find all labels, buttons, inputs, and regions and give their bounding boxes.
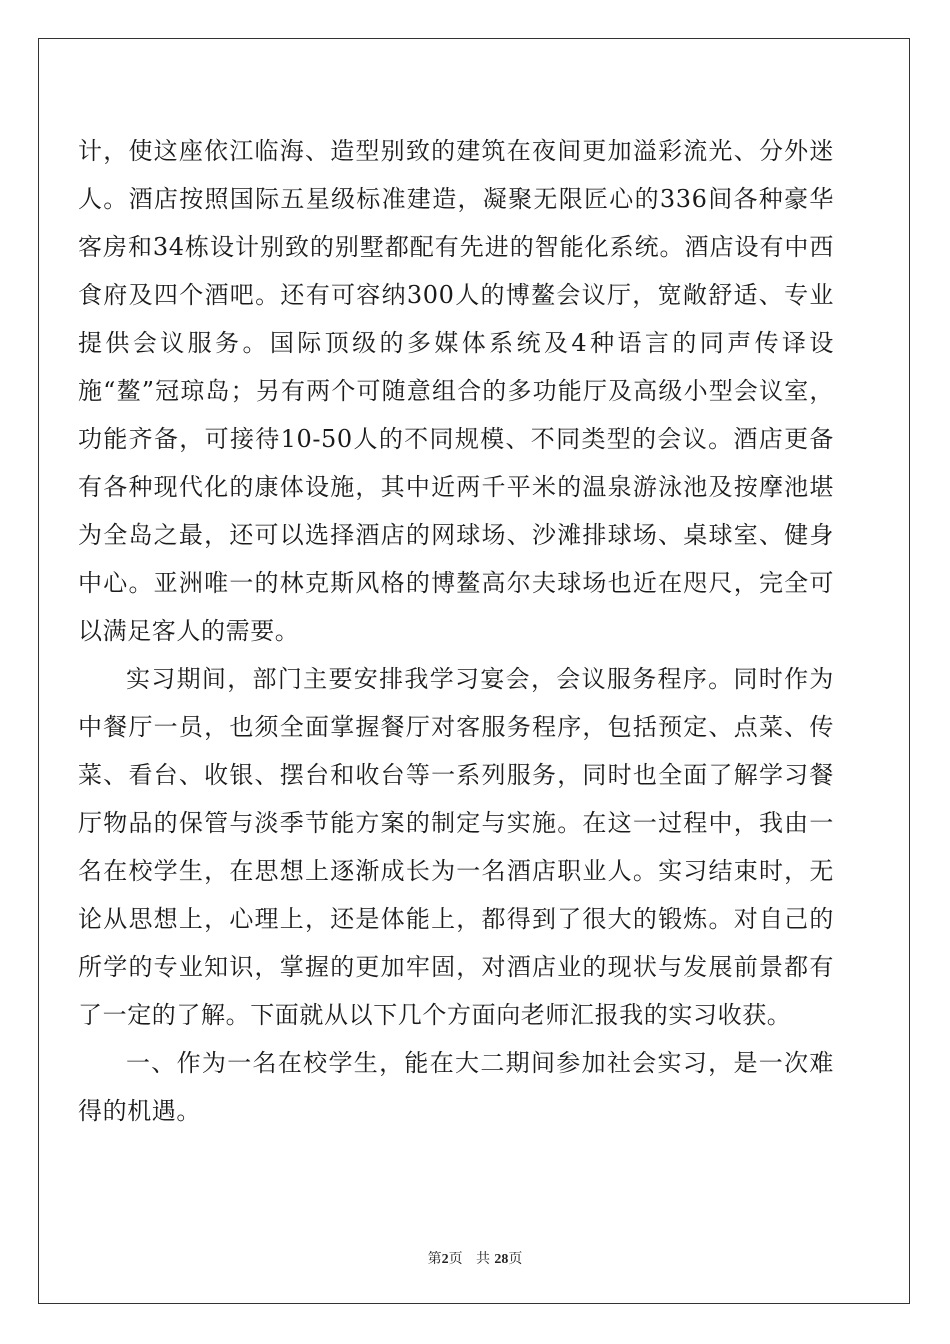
document-body <box>78 127 834 1135</box>
total-suffix: 页 <box>508 1251 523 1267</box>
paragraph-section-one: 一、作为一名在校学生，能在大二期间参加社会实习，是一次难得的机遇。 <box>78 1049 834 1125</box>
paragraph-internship-duties: 实习期间，部门主要安排我学习宴会，会议服务程序。同时作为中餐厅一员，也须全面掌握餐厅对客服务程序，包括预定、点菜、传菜、看台、收银、摆台和收台等一系列服务，同时也全面了解学习餐厅物品的保管与淡季节能方案的制定与实施。在这一过程中，我由一名在校学生，在思想上逐渐成长为一名酒店职业人。实习结束时，无论从思想上，心理上，还是体能上，都得到了很大的锻炼。对自己的所学的专业知识，掌握的更加牢固，对酒店业的现状与发展前景都有了一定的了解。下面就从以下几个方面向老师汇报我的实习收获。 <box>78 665 834 1029</box>
page-number: 2 <box>441 1252 449 1267</box>
total-prefix: 共 <box>475 1251 490 1267</box>
page-suffix: 页 <box>448 1251 463 1267</box>
paragraph-hotel-description: 计，使这座依江临海、造型别致的建筑在夜间更加溢彩流光、分外迷人。酒店按照国际五星级标准建造，凝聚无限匠心的336间各种豪华客房和34栋设计别致的别墅都配有先进的智能化系统。酒店设有中西食府及四个酒吧。还有可容纳300人的博鳌会议厅，宽敞舒适、专业提供会议服务。国际顶级的多媒体系统及4种语言的同声传译设施“鳌”冠琼岛；另有两个可随意组合的多功能厅及高级小型会议室，功能齐备，可接待10-50人的不同规模、不同类型的会议。酒店更备有各种现代化的康体设施，其中近两千平米的温泉游泳池及按摩池堪为全岛之最，还可以选择酒店的网球场、沙滩排球场、桌球室、健身中心。亚洲唯一的林克斯风格的博鳌高尔夫球场也近在咫尺，完全可以满足客人的需要。 <box>78 137 834 645</box>
page-total: 28 <box>494 1252 509 1267</box>
page-footer <box>0 1248 950 1268</box>
page-prefix: 第 <box>427 1251 442 1267</box>
